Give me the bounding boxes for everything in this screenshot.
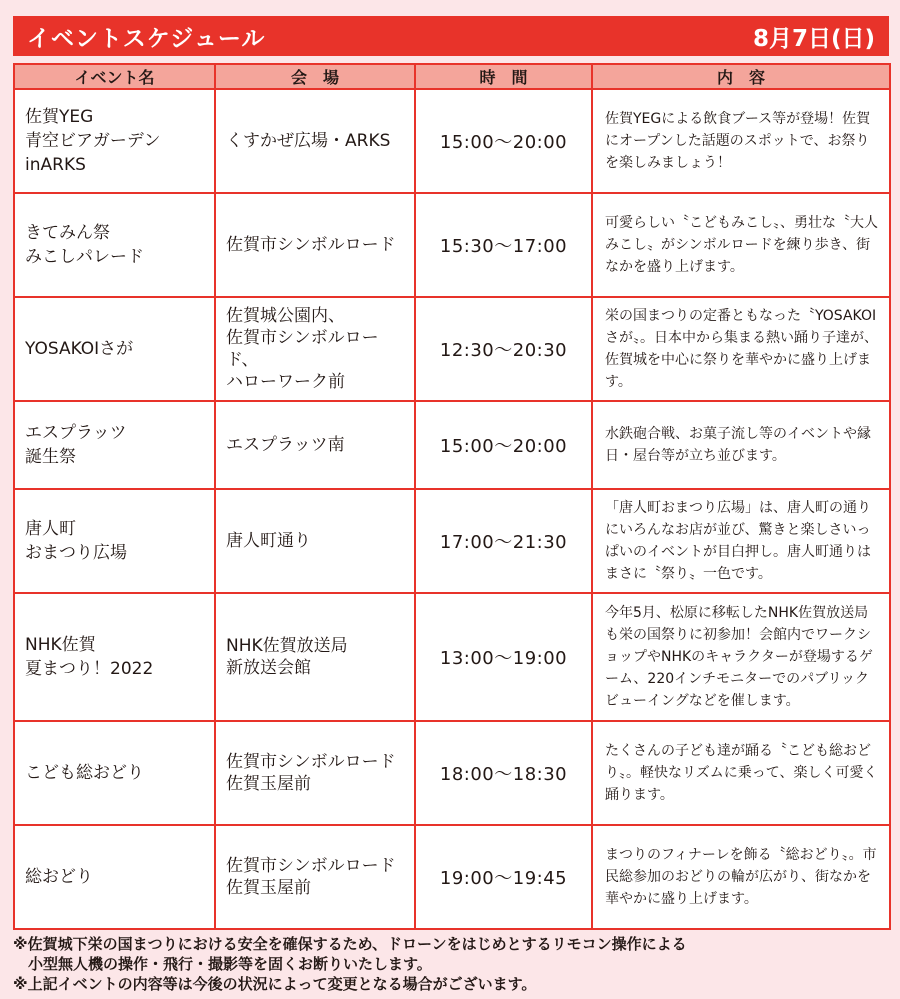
event-name-cell: 総おどり — [14, 825, 215, 929]
venue-cell: 佐賀市シンボルロード — [215, 193, 415, 297]
table-row — [14, 489, 890, 593]
event-name-cell: YOSAKOIさが — [14, 297, 215, 401]
table-row — [14, 721, 890, 825]
column-header-content: 内 容 — [592, 64, 890, 89]
note-changes: ※上記イベントの内容等は今後の状況によって変更となる場合がございます。 — [13, 975, 537, 993]
table-row — [14, 401, 890, 489]
time-cell: 19:00〜19:45 — [415, 825, 592, 929]
venue-cell: くすかぜ広場・ARKS — [215, 89, 415, 193]
content-cell: 佐賀YEGによる飲食ブース等が登場！佐賀にオープンした話題のスポットで、お祭りを楽しみましょう！ — [592, 89, 890, 193]
note-drone: ※佐賀城下栄の国まつりにおける安全を確保するため、ドローンをはじめとするリモコン操作による 小型無人機の操作・飛行・撮影等を固くお断りいたします。 — [13, 935, 687, 973]
table-header-row — [14, 64, 890, 89]
content-cell: 水鉄砲合戦、お菓子流し等のイベントや縁日・屋台等が立ち並びます。 — [592, 401, 890, 489]
content-cell: まつりのフィナーレを飾る〝総おどり〟。市民総参加のおどりの輪が広がり、街なかを華やかに盛り上げます。 — [592, 825, 890, 929]
schedule-title: イベントスケジュール — [27, 25, 266, 52]
venue-cell: エスプラッツ南 — [215, 401, 415, 489]
table-row — [14, 89, 890, 193]
column-header-time: 時 間 — [415, 64, 592, 89]
event-name-cell: こども総おどり — [14, 721, 215, 825]
venue-cell: NHK佐賀放送局 新放送会館 — [215, 593, 415, 721]
content-cell: たくさんの子ども達が踊る〝こども総おどり〟。軽快なリズムに乗って、楽しく可愛く踊ります。 — [592, 721, 890, 825]
content-cell: 可愛らしい〝こどもみこし〟、勇壮な〝大人みこし〟がシンボルロードを練り歩き、街なかを盛り上げます。 — [592, 193, 890, 297]
time-cell: 15:30〜17:00 — [415, 193, 592, 297]
time-cell: 12:30〜20:30 — [415, 297, 592, 401]
table-row — [14, 593, 890, 721]
schedule-date: 8月7日(日) — [752, 25, 875, 52]
venue-cell: 唐人町通り — [215, 489, 415, 593]
notes — [13, 934, 893, 994]
content-cell: 「唐人町おまつり広場」は、唐人町の通りにいろんなお店が並び、驚きと楽しさいっぱいのイベントが目白押し。唐人町通りはまさに〝祭り〟一色です。 — [592, 489, 890, 593]
event-name-cell: 佐賀YEG 青空ビアガーデン inARKS — [14, 89, 215, 193]
column-header-event: イベント名 — [14, 64, 215, 89]
venue-cell: 佐賀市シンボルロード 佐賀玉屋前 — [215, 825, 415, 929]
event-name-cell: 唐人町 おまつり広場 — [14, 489, 215, 593]
time-cell: 13:00〜19:00 — [415, 593, 592, 721]
table-row — [14, 193, 890, 297]
table-row — [14, 825, 890, 929]
table-body — [14, 89, 890, 929]
event-name-cell: NHK佐賀 夏まつり！2022 — [14, 593, 215, 721]
venue-cell: 佐賀城公園内、 佐賀市シンボルロード、 ハローワーク前 — [215, 297, 415, 401]
time-cell: 17:00〜21:30 — [415, 489, 592, 593]
content-cell: 栄の国まつりの定番ともなった〝YOSAKOIさが〟。日本中から集まる熱い踊り子達が、佐賀城を中心に祭りを華やかに盛り上げます。 — [592, 297, 890, 401]
venue-cell: 佐賀市シンボルロード 佐賀玉屋前 — [215, 721, 415, 825]
event-name-cell: エスプラッツ 誕生祭 — [14, 401, 215, 489]
column-header-venue: 会 場 — [215, 64, 415, 89]
time-cell: 15:00〜20:00 — [415, 89, 592, 193]
time-cell: 15:00〜20:00 — [415, 401, 592, 489]
table-row — [14, 297, 890, 401]
content-cell: 今年5月、松原に移転したNHK佐賀放送局も栄の国祭りに初参加！会館内でワークショップやNHKのキャラクターが登場するゲーム、220インチモニターでのパブリックビューイングなどを催します。 — [592, 593, 890, 721]
event-name-cell: きてみん祭 みこしパレード — [14, 193, 215, 297]
time-cell: 18:00〜18:30 — [415, 721, 592, 825]
schedule-header — [13, 16, 889, 56]
event-schedule-table — [13, 63, 891, 930]
